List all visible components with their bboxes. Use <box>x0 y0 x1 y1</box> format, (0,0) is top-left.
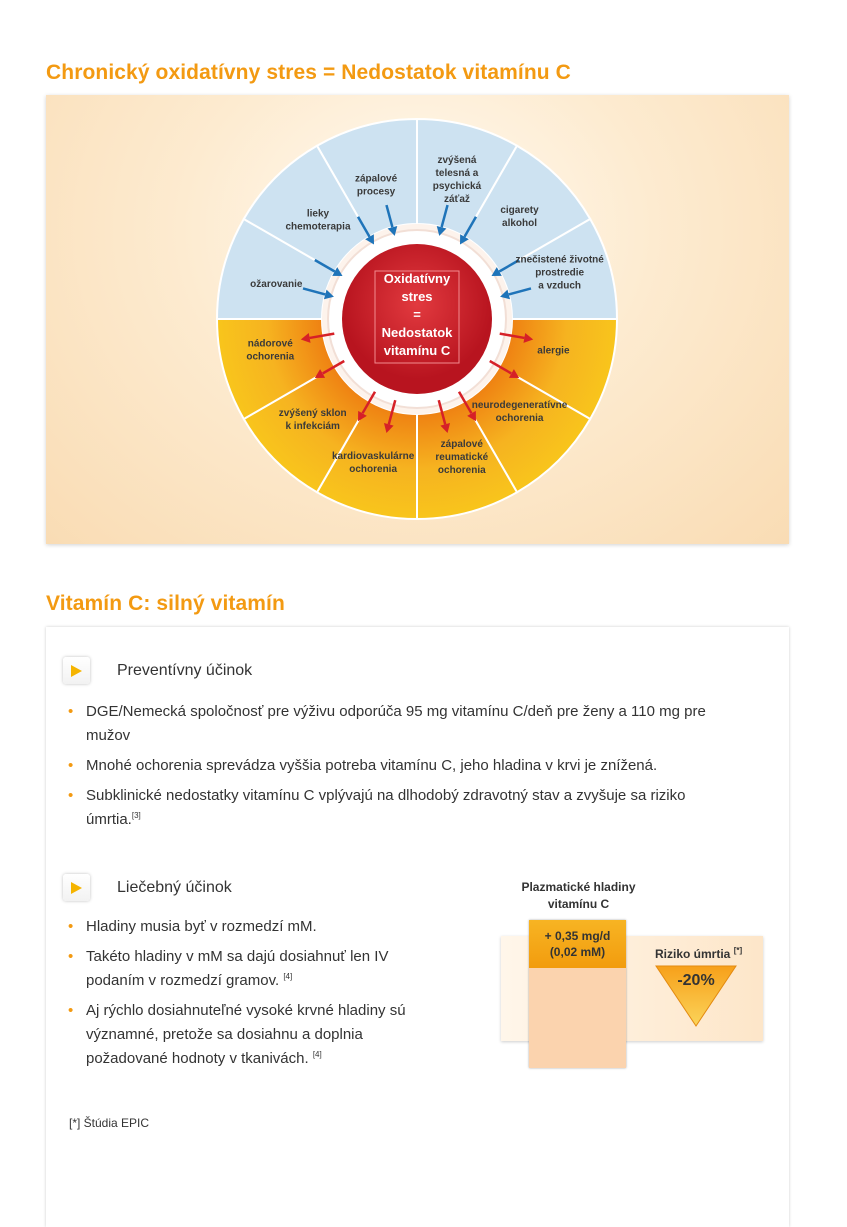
preventive-heading <box>63 657 252 684</box>
oxidative-stress-diagram <box>46 95 789 544</box>
plasma-level-value: + 0,35 mg/d (0,02 mM) <box>529 920 626 968</box>
reference-marker: [3] <box>131 811 141 820</box>
cause-label: lieky chemoterapia <box>285 208 351 233</box>
consequence-label: neurodegeneratívne ochorenia <box>471 399 568 424</box>
cause-label: zvýšená telesná a psychická záťaž <box>432 155 482 206</box>
preventive-title: Preventívny účinok <box>117 661 253 679</box>
consequence-label: zápalové reumatické ochorenia <box>435 438 489 476</box>
consequence-label: zvýšený sklon k infekciám <box>278 408 347 433</box>
consequence-label: kardiovaskulárne ochorenia <box>332 450 415 475</box>
section-title-vitamin-c: Vitamín C: silný vitamín <box>46 592 285 615</box>
risk-label: Riziko úmrtia [*] <box>655 946 743 961</box>
list-item: • Hladiny musia byť v rozmedzí mM. <box>68 915 433 939</box>
play-icon <box>63 657 90 684</box>
therapeutic-title: Liečebný účinok <box>117 878 232 896</box>
list-item: • DGE/Nemecká spoločnosť pre výživu odporúča 95 mg vitamínu C/deň pre ženy a 110 mg pre mužov <box>68 700 728 748</box>
reference-marker: [4] <box>283 972 293 981</box>
consequence-label: alergie <box>537 345 570 357</box>
list-item: • Mnohé ochorenia sprevádza vyššia potreba vitamínu C, jeho hladina v krvi je znížená. <box>68 754 728 778</box>
reference-marker: [4] <box>312 1050 322 1059</box>
footnote: [*] Štúdia EPIC <box>69 1116 150 1130</box>
consequence-label: nádorové ochorenia <box>246 338 295 363</box>
cause-label: znečistené životné prostredie a vzduch <box>515 254 604 292</box>
cause-label: ožarovanie <box>250 278 303 290</box>
section-title-oxidative-stress: Chronický oxidatívny stres = Nedostatok vitamínu C <box>46 61 571 84</box>
therapeutic-list <box>68 915 433 1077</box>
therapeutic-heading <box>63 874 232 901</box>
cause-label: zápalové procesy <box>354 173 398 198</box>
preventive-list <box>68 700 728 838</box>
list-item: • Aj rýchlo dosiahnuteľné vysoké krvné hladiny sú významné, pretože sa dosiahnu a doplnia požadované hodnoty v tkanivách. [4] <box>68 999 433 1071</box>
list-item: • Takéto hladiny v mM sa dajú dosiahnuť len IV podaním v rozmedzí gramov. [4] <box>68 945 433 993</box>
plasma-level-title: Plazmatické hladiny vitamínu C <box>521 880 636 911</box>
reference-marker: [*] <box>733 946 743 955</box>
risk-value: -20% <box>677 972 715 989</box>
cause-label: cigarety alkohol <box>500 204 539 229</box>
wheel-svg <box>46 95 789 544</box>
list-item: • Subklinické nedostatky vitamínu C vplývajú na dlhodobý zdravotný stav a zvyšuje sa riziko úmrtia.[3] <box>68 784 728 832</box>
vitamin-c-panel <box>46 627 789 1227</box>
play-icon <box>63 874 90 901</box>
plasma-level-column <box>529 920 626 1068</box>
center-label: Oxidatívny stres = Nedostatok vitamínu C <box>381 271 453 358</box>
